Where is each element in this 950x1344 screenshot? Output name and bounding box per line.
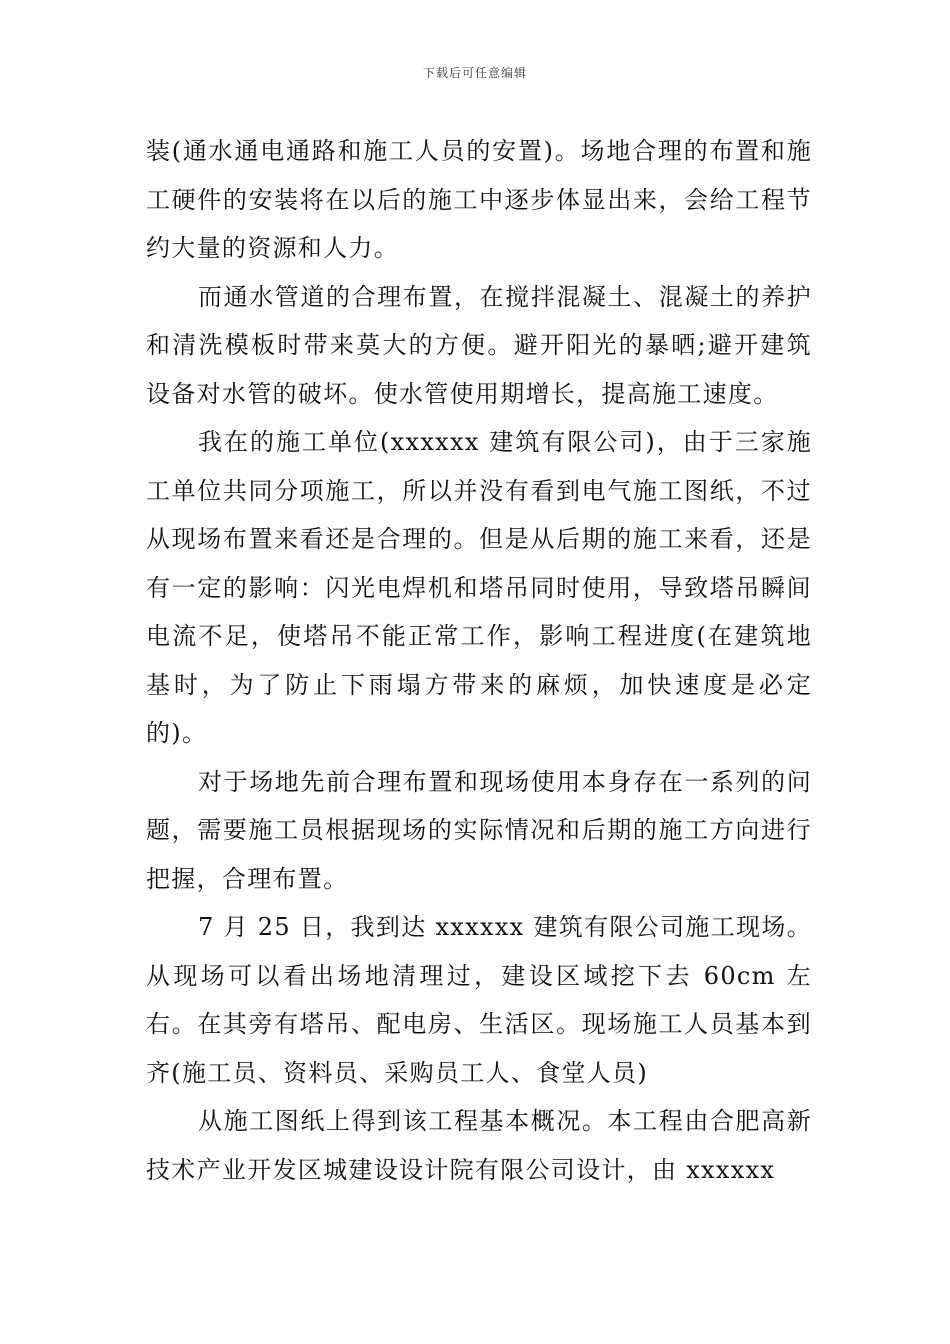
paragraph-site-arrival: 7 月 25 日，我到达 xxxxxx 建筑有限公司施工现场。从现场可以看出场地清理过，建设区域挖下去 60cm 左右。在其旁有塔吊、配电房、生活区。现场施工人员基本到齐(施工员、资料员、采购员工人、食堂人员) xyxy=(146,913,812,1087)
paragraph-water-pipes: 而通水管道的合理布置，在搅拌混凝土、混凝土的养护和清洗模板时带来莫大的方便。避开阳光的暴晒;避开建筑设备对水管的破坏。使水管使用期增长，提高施工速度。 xyxy=(146,282,812,408)
paragraph-project-overview: 从施工图纸上得到该工程基本概况。本工程由合肥高新技术产业开发区城建设设计院有限公司设计，由 xxxxxx xyxy=(146,1107,812,1184)
paragraph-continued: 装(通水通电通路和施工人员的安置)。场地合理的布置和施工硬件的安装将在以后的施工中逐步体显出来，会给工程节约大量的资源和人力。 xyxy=(146,137,812,262)
page-header: 下载后可任意编辑 xyxy=(422,66,527,80)
paragraph-site-layout: 对于场地先前合理布置和现场使用本身存在一系列的问题，需要施工员根据现场的实际情况和后期的施工方向进行把握，合理布置。 xyxy=(146,767,812,893)
paragraph-construction-unit: 我在的施工单位(xxxxxx 建筑有限公司)，由于三家施工单位共同分项施工，所以并没有看到电气施工图纸，不过从现场布置来看还是合理的。但是从后期的施工来看，还是有一定的影响：闪光电焊机和塔吊同时使用，导致塔吊瞬间电流不足，使塔吊不能正常工作，影响工程进度(在建筑地基时，为了防止下雨塌方带来的麻烦，加快速度是必定的)。 xyxy=(146,428,812,747)
document-body xyxy=(146,127,812,1194)
